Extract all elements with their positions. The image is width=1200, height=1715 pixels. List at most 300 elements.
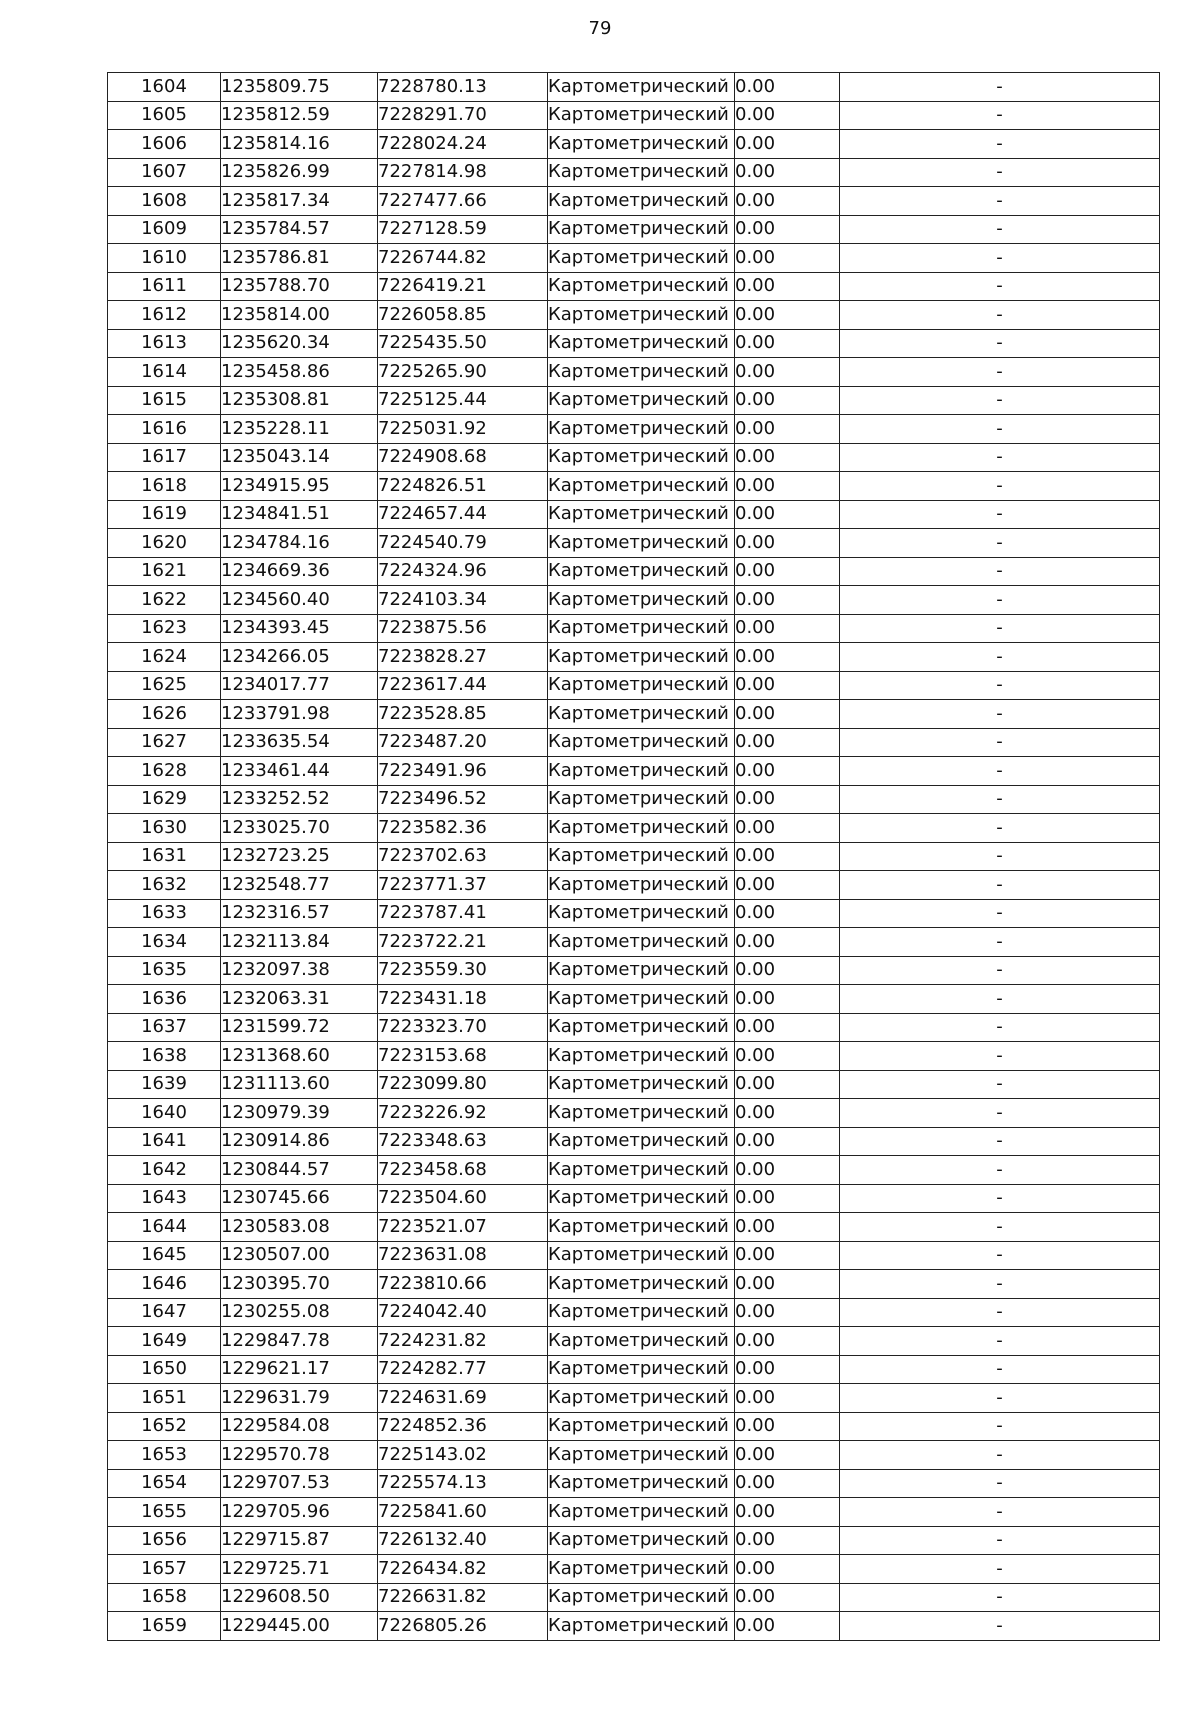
error-cell: 0.00	[735, 1042, 840, 1071]
method-cell: Картометрический	[548, 1156, 735, 1185]
x-coordinate-cell: 1229445.00	[221, 1612, 378, 1641]
note-cell: -	[840, 1099, 1160, 1128]
note-cell: -	[840, 443, 1160, 472]
error-cell: 0.00	[735, 386, 840, 415]
x-coordinate-cell: 1235812.59	[221, 101, 378, 130]
error-cell: 0.00	[735, 842, 840, 871]
point-number-cell: 1646	[108, 1270, 221, 1299]
y-coordinate-cell: 7223431.18	[378, 985, 548, 1014]
error-cell: 0.00	[735, 244, 840, 273]
method-cell: Картометрический	[548, 1298, 735, 1327]
x-coordinate-cell: 1230507.00	[221, 1241, 378, 1270]
table-row	[108, 500, 1160, 529]
y-coordinate-cell: 7226132.40	[378, 1526, 548, 1555]
x-coordinate-cell: 1229707.53	[221, 1469, 378, 1498]
y-coordinate-cell: 7223323.70	[378, 1013, 548, 1042]
y-coordinate-cell: 7223771.37	[378, 871, 548, 900]
point-number-cell: 1652	[108, 1412, 221, 1441]
method-cell: Картометрический	[548, 1469, 735, 1498]
y-coordinate-cell: 7224282.77	[378, 1355, 548, 1384]
method-cell: Картометрический	[548, 1042, 735, 1071]
table-row	[108, 1042, 1160, 1071]
y-coordinate-cell: 7224231.82	[378, 1327, 548, 1356]
x-coordinate-cell: 1235809.75	[221, 73, 378, 102]
y-coordinate-cell: 7223099.80	[378, 1070, 548, 1099]
x-coordinate-cell: 1234915.95	[221, 472, 378, 501]
note-cell: -	[840, 415, 1160, 444]
error-cell: 0.00	[735, 73, 840, 102]
x-coordinate-cell: 1229584.08	[221, 1412, 378, 1441]
point-number-cell: 1649	[108, 1327, 221, 1356]
x-coordinate-cell: 1234393.45	[221, 614, 378, 643]
y-coordinate-cell: 7225143.02	[378, 1441, 548, 1470]
table-row	[108, 1013, 1160, 1042]
method-cell: Картометрический	[548, 557, 735, 586]
table-row	[108, 1384, 1160, 1413]
error-cell: 0.00	[735, 1156, 840, 1185]
error-cell: 0.00	[735, 301, 840, 330]
x-coordinate-cell: 1230745.66	[221, 1184, 378, 1213]
note-cell: -	[840, 244, 1160, 273]
x-coordinate-cell: 1232113.84	[221, 928, 378, 957]
x-coordinate-cell: 1229705.96	[221, 1498, 378, 1527]
note-cell: -	[840, 301, 1160, 330]
method-cell: Картометрический	[548, 1355, 735, 1384]
error-cell: 0.00	[735, 1270, 840, 1299]
point-number-cell: 1647	[108, 1298, 221, 1327]
method-cell: Картометрический	[548, 1612, 735, 1641]
point-number-cell: 1607	[108, 158, 221, 187]
y-coordinate-cell: 7223504.60	[378, 1184, 548, 1213]
x-coordinate-cell: 1232548.77	[221, 871, 378, 900]
point-number-cell: 1626	[108, 700, 221, 729]
x-coordinate-cell: 1230979.39	[221, 1099, 378, 1128]
x-coordinate-cell: 1235814.16	[221, 130, 378, 159]
error-cell: 0.00	[735, 757, 840, 786]
x-coordinate-cell: 1229570.78	[221, 1441, 378, 1470]
note-cell: -	[840, 1042, 1160, 1071]
point-number-cell: 1639	[108, 1070, 221, 1099]
point-number-cell: 1637	[108, 1013, 221, 1042]
method-cell: Картометрический	[548, 1384, 735, 1413]
y-coordinate-cell: 7226805.26	[378, 1612, 548, 1641]
x-coordinate-cell: 1234017.77	[221, 671, 378, 700]
point-number-cell: 1650	[108, 1355, 221, 1384]
y-coordinate-cell: 7224042.40	[378, 1298, 548, 1327]
y-coordinate-cell: 7223631.08	[378, 1241, 548, 1270]
method-cell: Картометрический	[548, 614, 735, 643]
method-cell: Картометрический	[548, 130, 735, 159]
y-coordinate-cell: 7225435.50	[378, 329, 548, 358]
note-cell: -	[840, 73, 1160, 102]
note-cell: -	[840, 928, 1160, 957]
error-cell: 0.00	[735, 1469, 840, 1498]
note-cell: -	[840, 1355, 1160, 1384]
x-coordinate-cell: 1230914.86	[221, 1127, 378, 1156]
error-cell: 0.00	[735, 130, 840, 159]
error-cell: 0.00	[735, 814, 840, 843]
x-coordinate-cell: 1229631.79	[221, 1384, 378, 1413]
y-coordinate-cell: 7227477.66	[378, 187, 548, 216]
table-row	[108, 1583, 1160, 1612]
method-cell: Картометрический	[548, 1127, 735, 1156]
point-number-cell: 1654	[108, 1469, 221, 1498]
note-cell: -	[840, 871, 1160, 900]
note-cell: -	[840, 101, 1160, 130]
point-number-cell: 1633	[108, 899, 221, 928]
page-number: 79	[588, 18, 612, 39]
note-cell: -	[840, 1241, 1160, 1270]
table-row	[108, 529, 1160, 558]
y-coordinate-cell: 7223875.56	[378, 614, 548, 643]
y-coordinate-cell: 7223722.21	[378, 928, 548, 957]
y-coordinate-cell: 7223582.36	[378, 814, 548, 843]
note-cell: -	[840, 1013, 1160, 1042]
x-coordinate-cell: 1233791.98	[221, 700, 378, 729]
error-cell: 0.00	[735, 187, 840, 216]
table-row	[108, 215, 1160, 244]
note-cell: -	[840, 1213, 1160, 1242]
table-row	[108, 1213, 1160, 1242]
note-cell: -	[840, 272, 1160, 301]
method-cell: Картометрический	[548, 301, 735, 330]
error-cell: 0.00	[735, 1384, 840, 1413]
y-coordinate-cell: 7226744.82	[378, 244, 548, 273]
x-coordinate-cell: 1232063.31	[221, 985, 378, 1014]
table-row	[108, 187, 1160, 216]
note-cell: -	[840, 1469, 1160, 1498]
x-coordinate-cell: 1229608.50	[221, 1583, 378, 1612]
x-coordinate-cell: 1233025.70	[221, 814, 378, 843]
point-number-cell: 1612	[108, 301, 221, 330]
note-cell: -	[840, 1184, 1160, 1213]
table-row	[108, 1070, 1160, 1099]
point-number-cell: 1618	[108, 472, 221, 501]
method-cell: Картометрический	[548, 1441, 735, 1470]
point-number-cell: 1619	[108, 500, 221, 529]
x-coordinate-cell: 1235784.57	[221, 215, 378, 244]
table-body	[108, 73, 1160, 1641]
table-row	[108, 1156, 1160, 1185]
error-cell: 0.00	[735, 928, 840, 957]
point-number-cell: 1651	[108, 1384, 221, 1413]
table-row	[108, 415, 1160, 444]
point-number-cell: 1604	[108, 73, 221, 102]
error-cell: 0.00	[735, 500, 840, 529]
table-row	[108, 899, 1160, 928]
point-number-cell: 1620	[108, 529, 221, 558]
y-coordinate-cell: 7223491.96	[378, 757, 548, 786]
error-cell: 0.00	[735, 785, 840, 814]
point-number-cell: 1608	[108, 187, 221, 216]
x-coordinate-cell: 1235043.14	[221, 443, 378, 472]
method-cell: Картометрический	[548, 1184, 735, 1213]
point-number-cell: 1659	[108, 1612, 221, 1641]
error-cell: 0.00	[735, 529, 840, 558]
x-coordinate-cell: 1230255.08	[221, 1298, 378, 1327]
y-coordinate-cell: 7223458.68	[378, 1156, 548, 1185]
table-row	[108, 1099, 1160, 1128]
table-row	[108, 1469, 1160, 1498]
error-cell: 0.00	[735, 586, 840, 615]
table-row	[108, 1498, 1160, 1527]
note-cell: -	[840, 728, 1160, 757]
note-cell: -	[840, 1298, 1160, 1327]
y-coordinate-cell: 7223487.20	[378, 728, 548, 757]
point-number-cell: 1615	[108, 386, 221, 415]
method-cell: Картометрический	[548, 158, 735, 187]
x-coordinate-cell: 1232097.38	[221, 956, 378, 985]
x-coordinate-cell: 1235788.70	[221, 272, 378, 301]
y-coordinate-cell: 7226631.82	[378, 1583, 548, 1612]
note-cell: -	[840, 842, 1160, 871]
point-number-cell: 1630	[108, 814, 221, 843]
point-number-cell: 1632	[108, 871, 221, 900]
y-coordinate-cell: 7223496.52	[378, 785, 548, 814]
y-coordinate-cell: 7224324.96	[378, 557, 548, 586]
note-cell: -	[840, 1127, 1160, 1156]
x-coordinate-cell: 1234784.16	[221, 529, 378, 558]
method-cell: Картометрический	[548, 956, 735, 985]
method-cell: Картометрический	[548, 899, 735, 928]
table-row	[108, 1327, 1160, 1356]
error-cell: 0.00	[735, 557, 840, 586]
point-number-cell: 1655	[108, 1498, 221, 1527]
x-coordinate-cell: 1235308.81	[221, 386, 378, 415]
y-coordinate-cell: 7224103.34	[378, 586, 548, 615]
table-row	[108, 728, 1160, 757]
y-coordinate-cell: 7227814.98	[378, 158, 548, 187]
method-cell: Картометрический	[548, 215, 735, 244]
note-cell: -	[840, 1070, 1160, 1099]
point-number-cell: 1656	[108, 1526, 221, 1555]
note-cell: -	[840, 1526, 1160, 1555]
method-cell: Картометрический	[548, 1213, 735, 1242]
note-cell: -	[840, 671, 1160, 700]
point-number-cell: 1640	[108, 1099, 221, 1128]
table-row	[108, 1612, 1160, 1641]
point-number-cell: 1628	[108, 757, 221, 786]
note-cell: -	[840, 1384, 1160, 1413]
y-coordinate-cell: 7223521.07	[378, 1213, 548, 1242]
table-row	[108, 871, 1160, 900]
method-cell: Картометрический	[548, 443, 735, 472]
y-coordinate-cell: 7228291.70	[378, 101, 548, 130]
method-cell: Картометрический	[548, 500, 735, 529]
note-cell: -	[840, 1612, 1160, 1641]
point-number-cell: 1621	[108, 557, 221, 586]
error-cell: 0.00	[735, 1013, 840, 1042]
error-cell: 0.00	[735, 1555, 840, 1584]
method-cell: Картометрический	[548, 842, 735, 871]
point-number-cell: 1606	[108, 130, 221, 159]
point-number-cell: 1635	[108, 956, 221, 985]
table-row	[108, 557, 1160, 586]
error-cell: 0.00	[735, 871, 840, 900]
method-cell: Картометрический	[548, 785, 735, 814]
note-cell: -	[840, 557, 1160, 586]
y-coordinate-cell: 7227128.59	[378, 215, 548, 244]
error-cell: 0.00	[735, 728, 840, 757]
method-cell: Картометрический	[548, 985, 735, 1014]
table-row	[108, 443, 1160, 472]
note-cell: -	[840, 158, 1160, 187]
point-number-cell: 1616	[108, 415, 221, 444]
y-coordinate-cell: 7224826.51	[378, 472, 548, 501]
method-cell: Картометрический	[548, 1555, 735, 1584]
table-row	[108, 757, 1160, 786]
error-cell: 0.00	[735, 215, 840, 244]
error-cell: 0.00	[735, 1412, 840, 1441]
error-cell: 0.00	[735, 329, 840, 358]
method-cell: Картометрический	[548, 1013, 735, 1042]
error-cell: 0.00	[735, 358, 840, 387]
note-cell: -	[840, 985, 1160, 1014]
point-number-cell: 1624	[108, 643, 221, 672]
table-row	[108, 244, 1160, 273]
table-row	[108, 301, 1160, 330]
point-number-cell: 1610	[108, 244, 221, 273]
point-number-cell: 1634	[108, 928, 221, 957]
method-cell: Картометрический	[548, 643, 735, 672]
y-coordinate-cell: 7224631.69	[378, 1384, 548, 1413]
x-coordinate-cell: 1234669.36	[221, 557, 378, 586]
note-cell: -	[840, 614, 1160, 643]
method-cell: Картометрический	[548, 1327, 735, 1356]
method-cell: Картометрический	[548, 529, 735, 558]
table-row	[108, 1298, 1160, 1327]
error-cell: 0.00	[735, 472, 840, 501]
point-number-cell: 1629	[108, 785, 221, 814]
note-cell: -	[840, 785, 1160, 814]
table-row	[108, 130, 1160, 159]
note-cell: -	[840, 472, 1160, 501]
table-row	[108, 386, 1160, 415]
table-row	[108, 586, 1160, 615]
table-row	[108, 272, 1160, 301]
x-coordinate-cell: 1231368.60	[221, 1042, 378, 1071]
error-cell: 0.00	[735, 158, 840, 187]
error-cell: 0.00	[735, 899, 840, 928]
table-row	[108, 1441, 1160, 1470]
note-cell: -	[840, 1412, 1160, 1441]
error-cell: 0.00	[735, 956, 840, 985]
method-cell: Картометрический	[548, 1583, 735, 1612]
table-row	[108, 1184, 1160, 1213]
note-cell: -	[840, 1327, 1160, 1356]
point-number-cell: 1611	[108, 272, 221, 301]
y-coordinate-cell: 7226434.82	[378, 1555, 548, 1584]
note-cell: -	[840, 386, 1160, 415]
y-coordinate-cell: 7228780.13	[378, 73, 548, 102]
note-cell: -	[840, 899, 1160, 928]
method-cell: Картометрический	[548, 358, 735, 387]
error-cell: 0.00	[735, 643, 840, 672]
y-coordinate-cell: 7225031.92	[378, 415, 548, 444]
error-cell: 0.00	[735, 1612, 840, 1641]
x-coordinate-cell: 1231113.60	[221, 1070, 378, 1099]
method-cell: Картометрический	[548, 1070, 735, 1099]
error-cell: 0.00	[735, 1498, 840, 1527]
point-number-cell: 1627	[108, 728, 221, 757]
note-cell: -	[840, 1583, 1160, 1612]
method-cell: Картометрический	[548, 187, 735, 216]
y-coordinate-cell: 7223348.63	[378, 1127, 548, 1156]
y-coordinate-cell: 7223702.63	[378, 842, 548, 871]
x-coordinate-cell: 1234266.05	[221, 643, 378, 672]
point-number-cell: 1644	[108, 1213, 221, 1242]
y-coordinate-cell: 7226058.85	[378, 301, 548, 330]
error-cell: 0.00	[735, 1526, 840, 1555]
y-coordinate-cell: 7226419.21	[378, 272, 548, 301]
error-cell: 0.00	[735, 614, 840, 643]
error-cell: 0.00	[735, 1298, 840, 1327]
table-row	[108, 614, 1160, 643]
method-cell: Картометрический	[548, 244, 735, 273]
x-coordinate-cell: 1234560.40	[221, 586, 378, 615]
note-cell: -	[840, 187, 1160, 216]
x-coordinate-cell: 1235228.11	[221, 415, 378, 444]
method-cell: Картометрический	[548, 1241, 735, 1270]
y-coordinate-cell: 7225841.60	[378, 1498, 548, 1527]
point-number-cell: 1657	[108, 1555, 221, 1584]
point-number-cell: 1636	[108, 985, 221, 1014]
point-number-cell: 1605	[108, 101, 221, 130]
error-cell: 0.00	[735, 1127, 840, 1156]
table-row	[108, 956, 1160, 985]
x-coordinate-cell: 1235817.34	[221, 187, 378, 216]
method-cell: Картометрический	[548, 1099, 735, 1128]
x-coordinate-cell: 1235620.34	[221, 329, 378, 358]
x-coordinate-cell: 1230844.57	[221, 1156, 378, 1185]
x-coordinate-cell: 1229621.17	[221, 1355, 378, 1384]
coordinates-table	[107, 72, 1160, 1641]
note-cell: -	[840, 586, 1160, 615]
method-cell: Картометрический	[548, 1526, 735, 1555]
x-coordinate-cell: 1233252.52	[221, 785, 378, 814]
point-number-cell: 1631	[108, 842, 221, 871]
table-row	[108, 1355, 1160, 1384]
error-cell: 0.00	[735, 1213, 840, 1242]
table-row	[108, 358, 1160, 387]
table-row	[108, 472, 1160, 501]
error-cell: 0.00	[735, 101, 840, 130]
note-cell: -	[840, 757, 1160, 786]
table-row	[108, 1127, 1160, 1156]
note-cell: -	[840, 1270, 1160, 1299]
table-row	[108, 1270, 1160, 1299]
method-cell: Картометрический	[548, 101, 735, 130]
table-row	[108, 785, 1160, 814]
table-row	[108, 158, 1160, 187]
method-cell: Картометрический	[548, 586, 735, 615]
error-cell: 0.00	[735, 1583, 840, 1612]
method-cell: Картометрический	[548, 272, 735, 301]
table-row	[108, 1241, 1160, 1270]
note-cell: -	[840, 130, 1160, 159]
point-number-cell: 1645	[108, 1241, 221, 1270]
table-row	[108, 814, 1160, 843]
x-coordinate-cell: 1235458.86	[221, 358, 378, 387]
method-cell: Картометрический	[548, 386, 735, 415]
table-row	[108, 928, 1160, 957]
point-number-cell: 1609	[108, 215, 221, 244]
method-cell: Картометрический	[548, 928, 735, 957]
y-coordinate-cell: 7223559.30	[378, 956, 548, 985]
method-cell: Картометрический	[548, 757, 735, 786]
x-coordinate-cell: 1229847.78	[221, 1327, 378, 1356]
note-cell: -	[840, 329, 1160, 358]
